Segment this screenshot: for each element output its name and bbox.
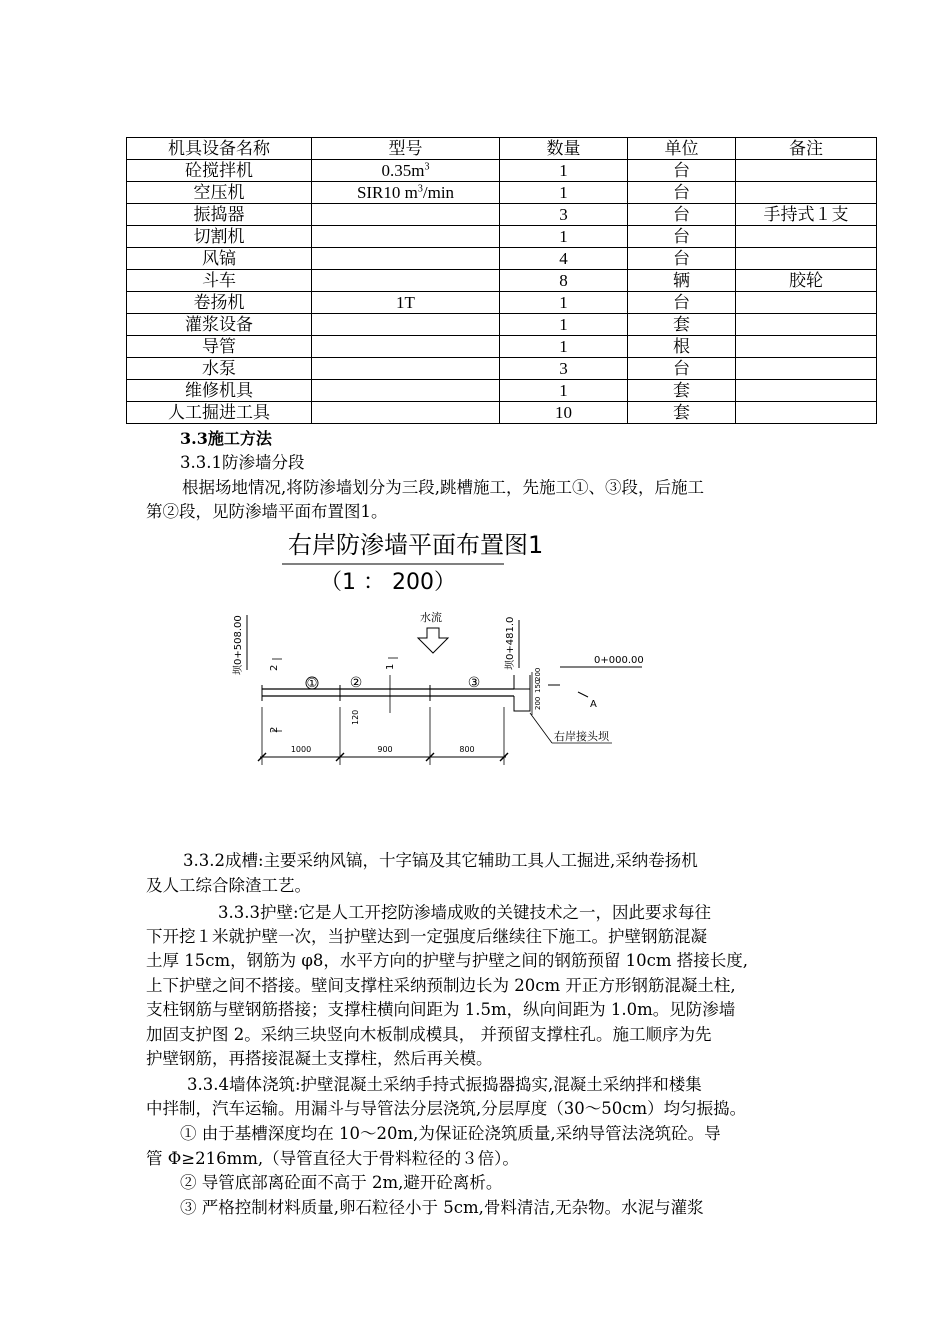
dam-leader: [530, 713, 552, 743]
layout-drawing: [230, 525, 670, 765]
list-item: 管 Φ≥216mm,（导管直径大于骨料粒径的３倍）。: [146, 1149, 519, 1168]
cell-note: [736, 358, 877, 380]
cell-unit: 套: [628, 402, 736, 424]
table-row: [127, 292, 877, 314]
abutment-top: [514, 675, 530, 689]
cell-name: 维修机具: [127, 380, 312, 402]
cell-name: 空压机: [127, 182, 312, 204]
cell-name: 人工掘进工具: [127, 402, 312, 424]
cell-qty: 10: [500, 402, 628, 424]
cell-name: 切割机: [127, 226, 312, 248]
cell-model: [312, 336, 500, 358]
cell-note: [736, 248, 877, 270]
table-row: [127, 380, 877, 402]
cell-note: [736, 292, 877, 314]
cell-note: [736, 182, 877, 204]
cell-unit: 套: [628, 314, 736, 336]
cell-qty: 3: [500, 358, 628, 380]
cell-qty: 8: [500, 270, 628, 292]
header-model: 型号: [312, 138, 500, 160]
table-row: [127, 182, 877, 204]
cell-unit: 台: [628, 226, 736, 248]
paragraph-line: 3.3.3护壁:它是人工开挖防渗墙成败的关键技术之一，因此要求每往: [218, 903, 712, 922]
cell-model: [312, 182, 500, 204]
paragraph-line: 土厚 15cm，钢筋为 φ8，水平方向的护壁与护壁之间的钢筋预留 10cm 搭接长度,: [146, 951, 749, 970]
model-text: 0.35m: [381, 160, 425, 180]
header-name: 机具设备名称: [127, 138, 312, 160]
paragraph-line: 及人工综合除渣工艺。: [146, 876, 311, 895]
equipment-table: [126, 137, 877, 424]
cell-unit: 台: [628, 160, 736, 182]
right-dim-1: 200: [534, 667, 542, 681]
paragraph-line: 中拌制，汽车运输。用漏斗与导管法分层浇筑,分层厚度（30～50cm）均匀振捣。: [146, 1099, 747, 1118]
figure-title: 右岸防渗墙平面布置图1: [288, 531, 544, 559]
cell-note: 手持式１支: [736, 204, 877, 226]
segment-1-label: ①: [306, 676, 318, 690]
dimension-2: 900: [377, 745, 393, 754]
section-mark-bottom: 2: [269, 726, 280, 733]
cell-name: 导管: [127, 336, 312, 358]
cell-qty: 1: [500, 182, 628, 204]
cell-note: [736, 402, 877, 424]
dam-label: 右岸接头坝: [554, 730, 609, 743]
cell-name: 风镐: [127, 248, 312, 270]
paragraph-line: 第②段，见防渗墙平面布置图1。: [146, 502, 388, 521]
segment-3-label: ③: [467, 675, 481, 691]
table-row: [127, 204, 877, 226]
cell-qty: 3: [500, 204, 628, 226]
cell-qty: 4: [500, 248, 628, 270]
table-row: [127, 358, 877, 380]
cell-note: [736, 380, 877, 402]
cell-model: [312, 380, 500, 402]
model-text: SIR10 m: [356, 182, 418, 202]
cell-unit: 台: [628, 182, 736, 204]
cell-name: 斗车: [127, 270, 312, 292]
section-mark-mid: 1: [385, 663, 396, 670]
cell-unit: 台: [628, 292, 736, 314]
model-tail: /min: [422, 182, 455, 202]
cell-model: [312, 292, 500, 314]
header-note: 备注: [736, 138, 877, 160]
origin-label: 0+000.00: [594, 655, 644, 666]
section-heading: 3.3施工方法: [180, 429, 272, 448]
header-qty: 数量: [500, 138, 628, 160]
right-station: 坝0+481.0: [505, 616, 516, 670]
table-row: [127, 226, 877, 248]
cell-note: [736, 336, 877, 358]
figure-scale: （1 ： 200）: [320, 570, 456, 595]
right-dim-2: 150: [534, 679, 542, 693]
paragraph-line: 护壁钢筋，再搭接混凝土支撑柱，然后再关模。: [146, 1049, 493, 1068]
section-mark-top: 2: [269, 664, 280, 671]
model-superscript: 3: [417, 182, 423, 194]
cell-model: [312, 160, 500, 182]
paragraph-line: 下开挖１米就护壁一次，当护壁达到一定强度后继续往下施工。护壁钢筋混凝: [146, 927, 707, 946]
table-header-row: [127, 138, 877, 160]
cell-qty: 1: [500, 314, 628, 336]
cell-qty: 1: [500, 226, 628, 248]
segment-2-label: ②: [349, 675, 363, 691]
table-body: [127, 160, 877, 424]
paragraph-line: 3.3.2成槽:主要采纳风镐，十字镐及其它辅助工具人工掘进,采纳卷扬机: [183, 851, 698, 870]
cell-unit: 台: [628, 358, 736, 380]
paragraph-line: 3.3.4墙体浇筑:护壁混凝土采纳手持式振捣器捣实,混凝土采纳拌和楼集: [187, 1075, 702, 1094]
table-row: [127, 160, 877, 182]
cell-model: [312, 358, 500, 380]
cell-unit: 台: [628, 204, 736, 226]
dimension-1: 1000: [290, 745, 312, 754]
flow-arrow-icon: [418, 628, 448, 653]
table-row: [127, 314, 877, 336]
model-superscript: 3: [424, 160, 430, 172]
cell-model: [312, 402, 500, 424]
cell-note: [736, 160, 877, 182]
point-a: A: [590, 699, 597, 710]
cell-unit: 套: [628, 380, 736, 402]
header-unit: 单位: [628, 138, 736, 160]
cell-model: [312, 248, 500, 270]
model-text: 1T: [396, 292, 415, 312]
cell-model: [312, 204, 500, 226]
right-dim-3: 200: [534, 696, 542, 710]
left-station: 坝0+508.00: [233, 615, 244, 675]
paragraph-line: 根据场地情况,将防渗墙划分为三段,跳槽施工，先施工①、③段，后施工: [182, 478, 704, 497]
list-item: ② 导管底部离砼面不高于 2m,避开砼离析。: [180, 1173, 503, 1192]
cell-qty: 1: [500, 380, 628, 402]
cell-unit: 台: [628, 248, 736, 270]
point-a-leader: [578, 692, 588, 697]
cell-name: 水泵: [127, 358, 312, 380]
paragraph-line: 加固支护图 2。采纳三块竖向木板制成模具， 并预留支撑柱孔。施工顺序为先: [146, 1025, 712, 1044]
cell-note: 胶轮: [736, 270, 877, 292]
wall-thickness: 120: [351, 709, 360, 725]
cell-unit: 辆: [628, 270, 736, 292]
cell-model: [312, 226, 500, 248]
paragraph-line: 支柱钢筋与壁钢筋搭接；支撑柱横向间距为 1.5m，纵向间距为 1.0m。见防渗墙: [146, 1000, 736, 1019]
dimension-3: 800: [459, 745, 475, 754]
cell-name: 砼搅拌机: [127, 160, 312, 182]
cell-qty: 1: [500, 292, 628, 314]
abutment-bottom: [514, 696, 530, 711]
subsection-3-3-1: 3.3.1防渗墙分段: [180, 453, 305, 472]
table-row: [127, 248, 877, 270]
cell-qty: 1: [500, 336, 628, 358]
table-row: [127, 336, 877, 358]
cell-note: [736, 226, 877, 248]
table-row: [127, 402, 877, 424]
cell-unit: 根: [628, 336, 736, 358]
cell-name: 振捣器: [127, 204, 312, 226]
cell-name: 灌浆设备: [127, 314, 312, 336]
cell-model: [312, 314, 500, 336]
cell-qty: 1: [500, 160, 628, 182]
list-item: ③ 严格控制材料质量,卵石粒径小于 5cm,骨料清洁,无杂物。水泥与灌浆: [180, 1198, 704, 1217]
list-item: ① 由于基槽深度均在 10～20m,为保证砼浇筑质量,采纳导管法浇筑砼。导: [180, 1124, 721, 1143]
cell-note: [736, 314, 877, 336]
cell-model: [312, 270, 500, 292]
table-row: [127, 270, 877, 292]
paragraph-line: 上下护壁之间不搭接。壁间支撑柱采纳预制边长为 20cm 开正方形钢筋混凝土柱,: [146, 976, 736, 995]
flow-label: 水流: [420, 611, 442, 624]
cell-name: 卷扬机: [127, 292, 312, 314]
